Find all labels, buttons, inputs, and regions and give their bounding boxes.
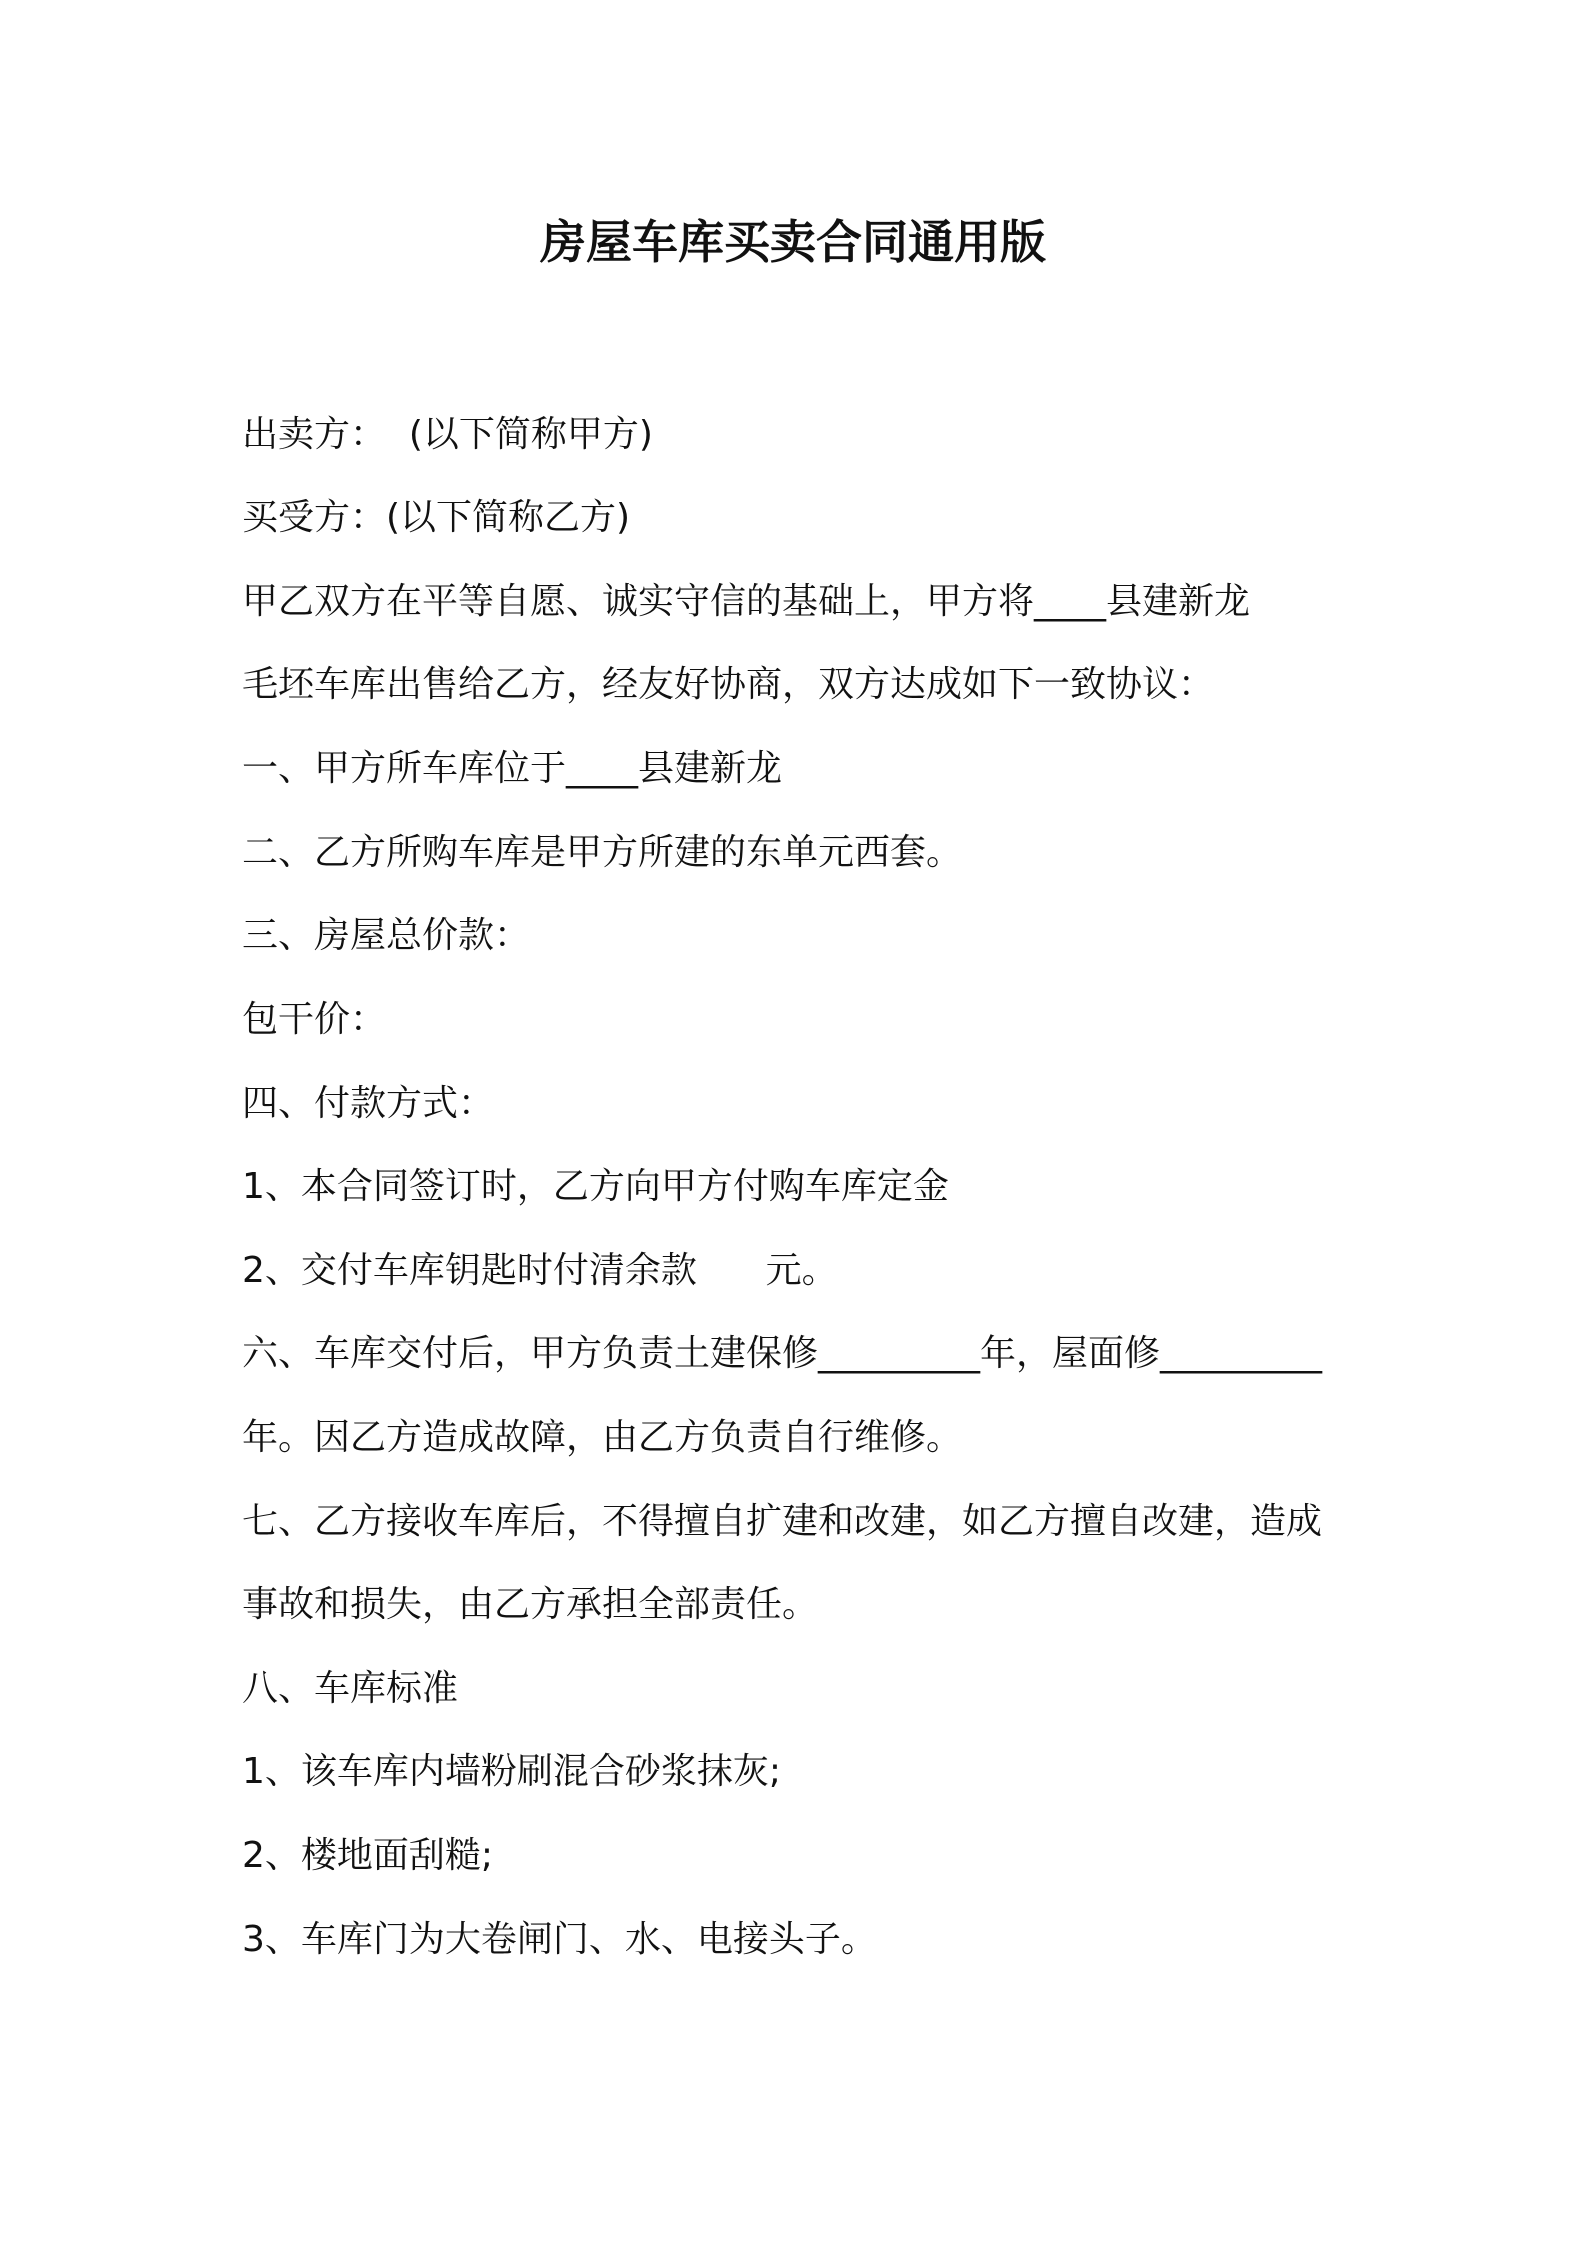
paragraph-line: 甲乙双方在平等自愿、诚实守信的基础上，甲方将____县建新龙: [242, 581, 1251, 622]
clause-7-continued: 事故和损失，由乙方承担全部责任。: [242, 1584, 819, 1625]
clause-3-line: 三、房屋总价款：: [242, 915, 531, 956]
buyer-line: 买受方：(以下简称乙方): [242, 497, 631, 538]
payment-item-1: 1、本合同签订时，乙方向甲方付购车库定金: [242, 1166, 949, 1207]
clause-2-line: 二、乙方所购车库是甲方所建的东单元西套。: [242, 832, 963, 873]
document-title: 房屋车库买卖合同通用版: [540, 215, 1046, 269]
standard-item-3: 3、车库门为大卷闸门、水、电接头子。: [242, 1919, 877, 1960]
seller-line: 出卖方： (以下简称甲方): [242, 414, 653, 455]
clause-6-line: 六、车库交付后，甲方负责土建保修_________年，屋面修_________: [242, 1333, 1323, 1374]
clause-6-continued: 年。因乙方造成故障，由乙方负责自行维修。: [242, 1417, 963, 1458]
paragraph-line: 毛坯车库出售给乙方，经友好协商，双方达成如下一致协议：: [242, 664, 1215, 705]
clause-7-line: 七、乙方接收车库后，不得擅自扩建和改建，如乙方擅自改建，造成: [242, 1501, 1323, 1542]
standard-item-1: 1、该车库内墙粉刷混合砂浆抹灰;: [242, 1751, 782, 1792]
clause-4-line: 四、付款方式：: [242, 1083, 495, 1124]
lump-sum-line: 包干价：: [242, 999, 387, 1040]
payment-item-2: 2、交付车库钥匙时付清余款 元。: [242, 1250, 838, 1291]
standard-item-2: 2、楼地面刮糙;: [242, 1835, 494, 1876]
clause-1-line: 一、甲方所车库位于____县建新龙: [242, 748, 783, 789]
clause-8-line: 八、车库标准: [242, 1668, 459, 1709]
